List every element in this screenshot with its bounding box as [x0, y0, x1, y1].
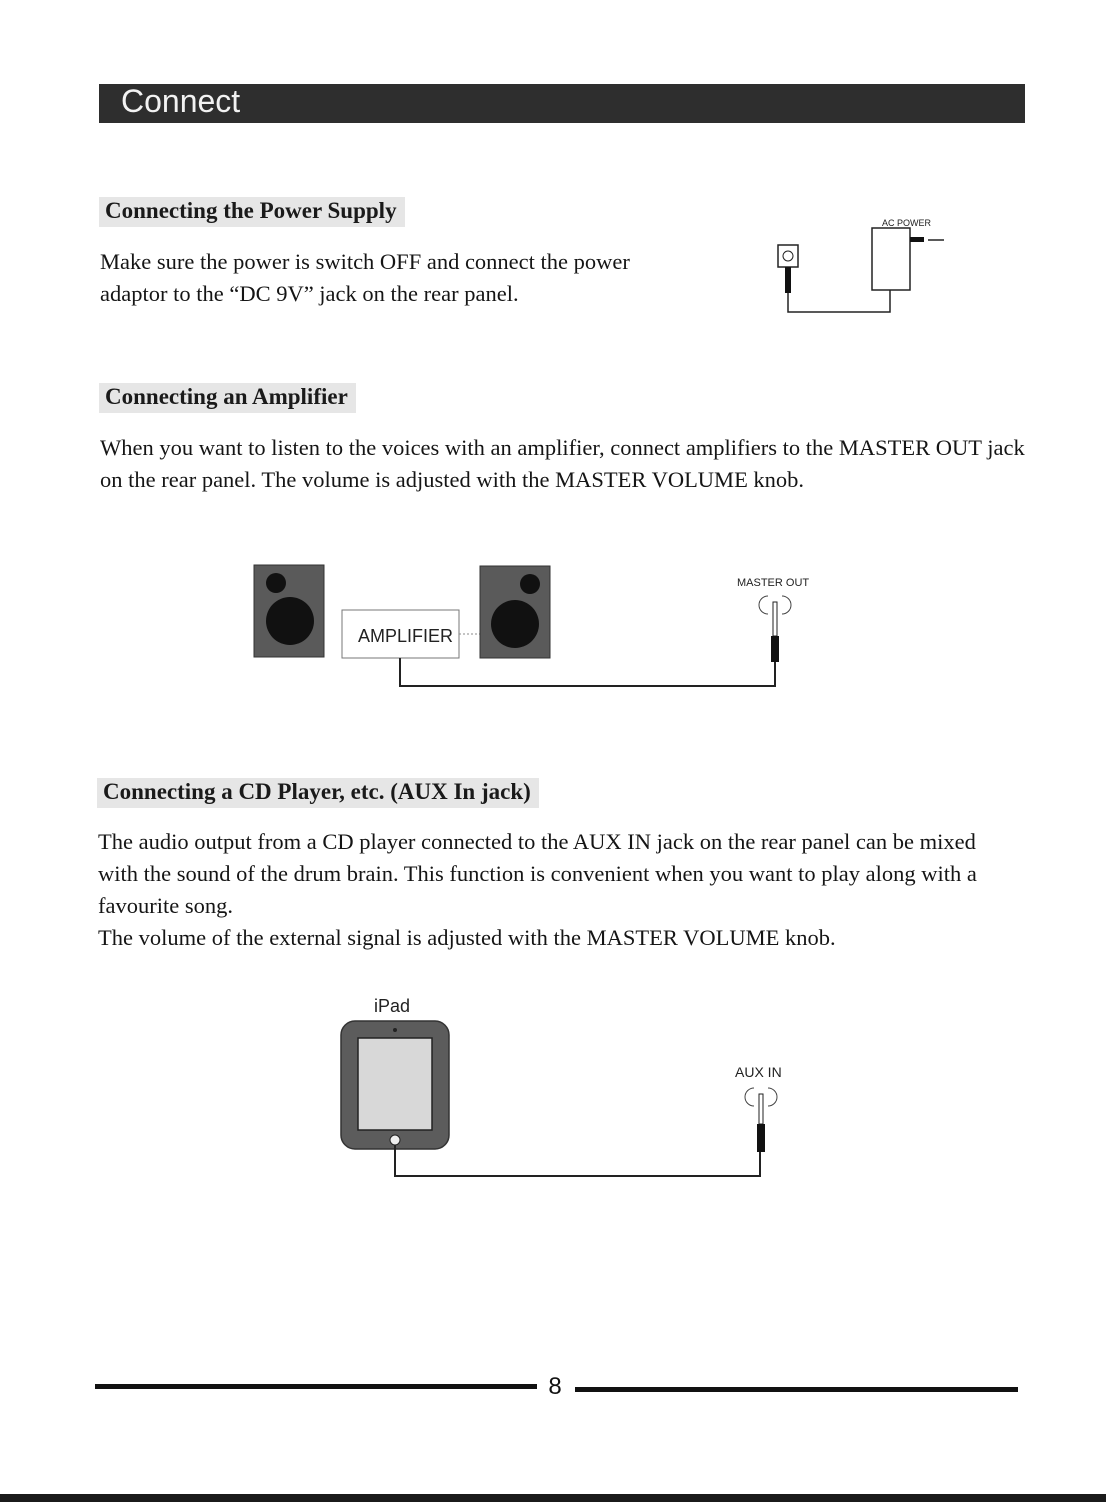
aux-in-label: AUX IN — [735, 1064, 782, 1080]
amplifier-label: AMPLIFIER — [358, 626, 454, 646]
footer-rule-left — [95, 1384, 537, 1389]
power-diagram — [778, 218, 944, 312]
power-cable — [788, 290, 890, 312]
aux-cable — [395, 1145, 760, 1176]
amplifier-heading: Connecting an Amplifier — [99, 383, 356, 413]
aux-paragraph-2: The volume of the external signal is adjusted with the MASTER VOLUME knob. — [98, 925, 836, 950]
ac-power-label: AC POWER — [882, 218, 932, 228]
master-out-label: MASTER OUT — [737, 577, 810, 589]
amplifier-text — [100, 432, 1035, 496]
power-adapter-icon — [872, 228, 910, 290]
right-woofer-icon — [491, 600, 539, 648]
footer-rule-right — [575, 1387, 1018, 1392]
amplifier-diagram — [254, 565, 809, 686]
aux-diagram — [341, 996, 782, 1176]
page-number: 8 — [548, 1373, 562, 1400]
aux-paragraph-1: The audio output from a CD player connected to the AUX IN jack on the rear panel can be mixed with the sound of the drum brain. This function is convenient when you want to play along with a favourite song. — [98, 829, 977, 918]
ipad-label: iPad — [374, 996, 411, 1016]
left-woofer-icon — [266, 597, 314, 645]
right-tweeter-icon — [520, 574, 540, 594]
scan-border — [0, 1494, 1106, 1502]
ipad-screen-icon — [358, 1038, 432, 1130]
master-out-cable — [400, 658, 775, 686]
amplifier-paragraph: When you want to listen to the voices with an amplifier, connect amplifiers to the MASTER OUT jack on the rear panel. The volume is adjusted with the MASTER VOLUME knob. — [100, 435, 1025, 492]
aux-plug-tip-icon — [759, 1094, 763, 1124]
aux-plug-icon — [757, 1124, 765, 1152]
master-out-plug-tip-icon — [773, 602, 777, 636]
ipad-camera-icon — [393, 1028, 397, 1032]
page-title: Connect — [121, 83, 241, 119]
master-out-plug-icon — [771, 636, 779, 662]
aux-heading: Connecting a CD Player, etc. (AUX In jack) — [97, 778, 539, 808]
dc-jack-icon — [778, 245, 798, 267]
adapter-prong-icon — [910, 237, 924, 242]
power-heading: Connecting the Power Supply — [99, 197, 405, 227]
aux-text — [98, 826, 1008, 954]
dc-plug-icon — [785, 267, 791, 293]
left-tweeter-icon — [266, 573, 286, 593]
power-paragraph: Make sure the power is switch OFF and connect the power adaptor to the “DC 9V” jack on the rear panel. — [100, 249, 630, 306]
ipad-home-button-icon — [390, 1135, 400, 1145]
